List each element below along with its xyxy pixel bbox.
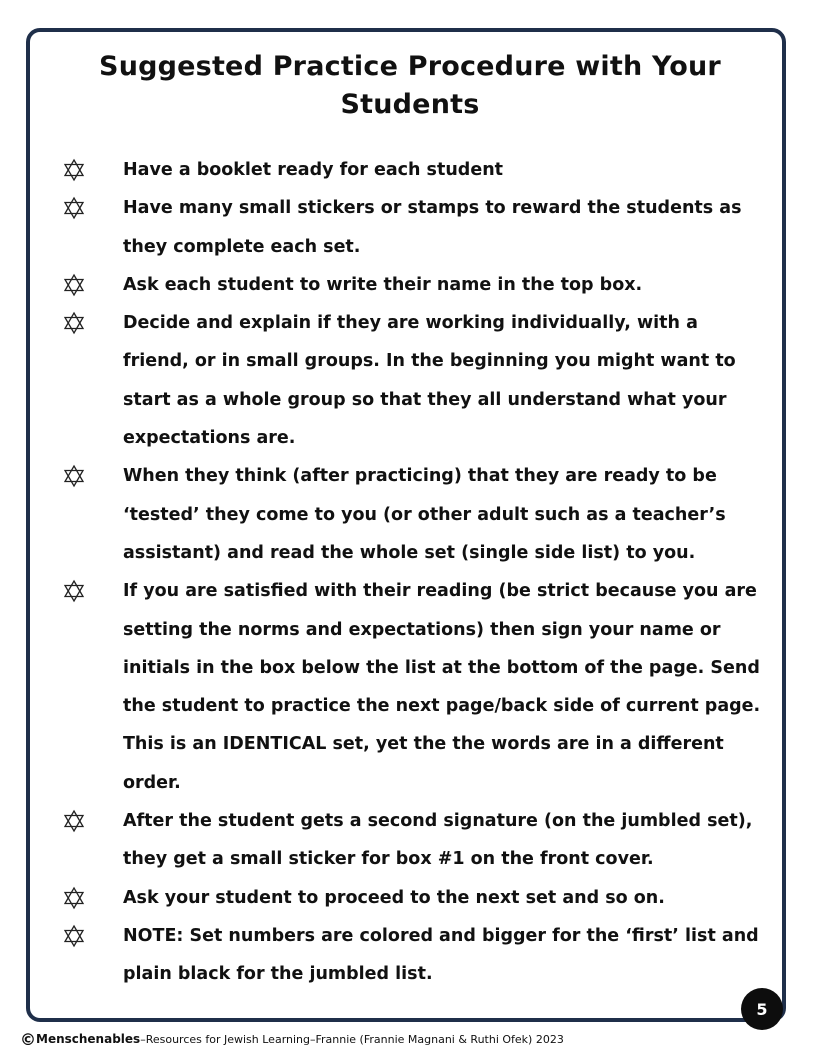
list-item-text: Decide and explain if they are working individually, with a friend, or in small groups. In the beginning you might want to start as a whole group so that they all understand what your expectations are.	[123, 313, 736, 449]
page-title: Suggested Practice Procedure with Your Students	[99, 51, 721, 120]
list-item	[0, 802, 816, 879]
star-of-david-icon	[60, 189, 88, 227]
list-item	[0, 572, 816, 802]
footer-credit-text: –Resources for Jewish Learning–Frannie (Frannie Magnani & Ruthi Ofek) 2023	[140, 1033, 564, 1046]
star-of-david-icon	[60, 879, 88, 917]
list-item-text: Have many small stickers or stamps to reward the students as they complete each set.	[123, 198, 742, 257]
page-number-badge: 5	[741, 988, 783, 1030]
list-item-text: NOTE: Set numbers are colored and bigger for the ‘first’ list and plain black for the jumbled list.	[123, 925, 759, 985]
star-of-david-icon	[60, 304, 88, 342]
list-item-text: If you are satisfied with their reading (be strict because you are setting the norms and expectations) then sign your name or initials in the box below the list at the bottom of the page. Send the student to practice the next page/back side of current page. This is an IDENTICAL set, yet the the words are in a different order.	[123, 581, 761, 793]
list-item	[0, 266, 816, 304]
list-item	[0, 457, 816, 572]
procedure-list	[0, 151, 816, 994]
list-item	[0, 304, 816, 457]
list-item	[0, 189, 816, 266]
star-of-david-icon	[60, 917, 88, 955]
list-item-text: Ask each student to write their name in the top box.	[123, 274, 643, 295]
footer-credit	[20, 1030, 564, 1049]
footer-brand: Menschenables	[36, 1032, 141, 1046]
list-item	[0, 917, 816, 994]
list-item-text: Ask your student to proceed to the next set and so on.	[123, 887, 665, 908]
list-item	[0, 879, 816, 917]
list-item-text: When they think (after practicing) that they are ready to be ‘tested’ they come to you (or other adult such as a teacher’s assistant) and read the whole set (single side list) to you.	[123, 466, 726, 563]
list-item-text: After the student gets a second signature (on the jumbled set), they get a small sticker for box #1 on the front cover.	[123, 811, 753, 870]
star-of-david-icon	[60, 266, 88, 304]
star-of-david-icon	[60, 802, 88, 840]
copyright-symbol: ©	[20, 1030, 36, 1049]
star-of-david-icon	[60, 572, 88, 610]
list-item-text: Have a booklet ready for each student	[123, 160, 504, 180]
star-of-david-icon	[60, 151, 88, 189]
star-of-david-icon	[60, 457, 88, 495]
list-item	[0, 151, 816, 189]
